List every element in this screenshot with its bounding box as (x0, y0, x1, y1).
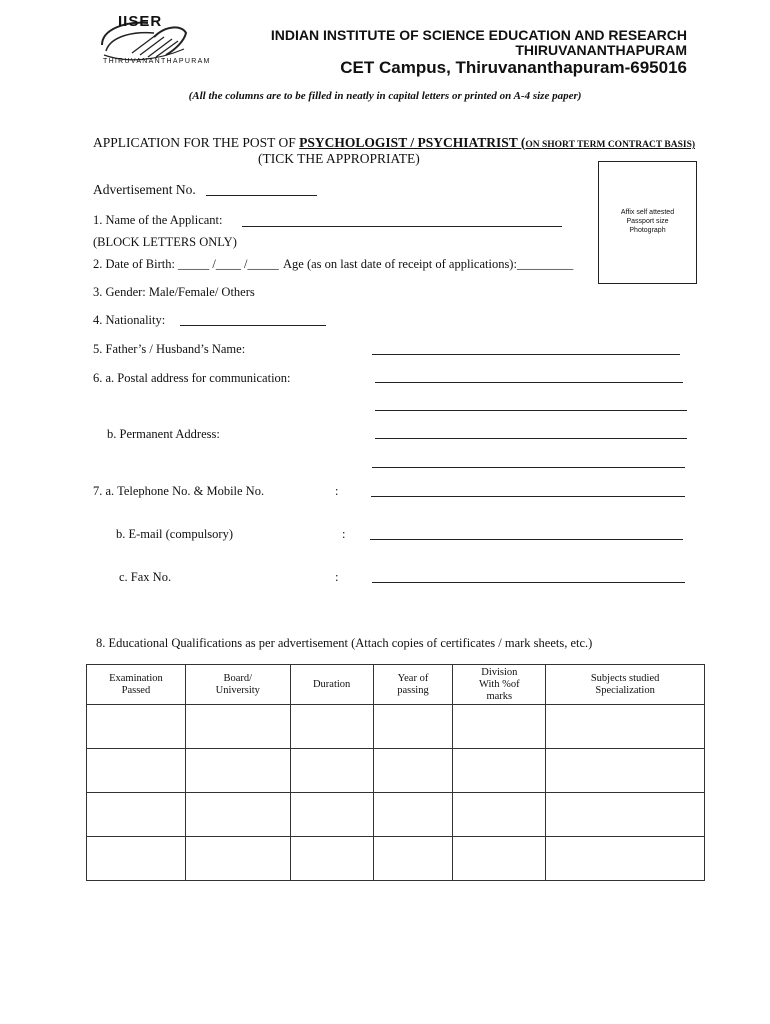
education-heading: 8. Educational Qualifications as per advertisement (Attach copies of certificates / mark sheets, etc.) (96, 636, 593, 650)
table-row (87, 793, 705, 837)
photo-line-2: Passport size (626, 218, 669, 225)
table-cell[interactable] (373, 837, 453, 881)
permanent-address-line-1[interactable] (375, 438, 687, 439)
name-label: 1. Name of the Applicant: (93, 213, 223, 227)
table-cell[interactable] (373, 749, 453, 793)
table-cell[interactable] (87, 793, 186, 837)
tick-instruction: (TICK THE APPROPRIATE) (258, 151, 420, 166)
telephone-label: 7. a. Telephone No. & Mobile No. (93, 484, 265, 498)
nationality-line[interactable] (180, 325, 326, 326)
table-cell[interactable] (185, 749, 290, 793)
dob-label: 2. Date of Birth: _____ /____ /_____ (93, 257, 279, 271)
table-cell[interactable] (87, 837, 186, 881)
telephone-colon: : (335, 484, 339, 498)
col-examination: Examination Passed (87, 665, 186, 705)
institute-city: THIRUVANANTHAPURAM (515, 42, 687, 58)
education-table (86, 664, 705, 881)
col-division: Division With %of marks (453, 665, 546, 705)
nationality-label: 4. Nationality: (93, 313, 166, 327)
table-cell[interactable] (546, 837, 705, 881)
email-colon: : (342, 527, 346, 541)
table-cell[interactable] (87, 749, 186, 793)
table-cell[interactable] (290, 793, 373, 837)
instructions-note: (All the columns are to be filled in neatly in capital letters or printed on A-4 size paper) (188, 90, 582, 102)
table-cell[interactable] (290, 837, 373, 881)
education-header-row (87, 665, 705, 705)
photo-box (598, 161, 697, 284)
advertisement-line[interactable] (206, 195, 317, 196)
logo-subtext: THIRUVANANTHAPURAM (103, 58, 211, 65)
permanent-address-line-2[interactable] (372, 467, 685, 468)
postal-address-line-2[interactable] (375, 410, 687, 411)
col-board: Board/ University (185, 665, 290, 705)
fax-colon: : (335, 570, 339, 584)
col-duration: Duration (290, 665, 373, 705)
permanent-address-label: b. Permanent Address: (107, 427, 220, 441)
table-cell[interactable] (546, 749, 705, 793)
table-row (87, 749, 705, 793)
table-cell[interactable] (290, 749, 373, 793)
institute-name: INDIAN INSTITUTE OF SCIENCE EDUCATION AND RESEARCH (270, 27, 687, 43)
gender-label: 3. Gender: Male/Female/ Others (93, 285, 255, 299)
table-cell[interactable] (290, 705, 373, 749)
father-name-label: 5. Father’s / Husband’s Name: (93, 342, 246, 356)
table-cell[interactable] (546, 793, 705, 837)
col-year: Year of passing (373, 665, 453, 705)
postal-address-line-1[interactable] (375, 382, 683, 383)
table-cell[interactable] (546, 705, 705, 749)
name-line[interactable] (242, 226, 562, 227)
telephone-line[interactable] (371, 496, 685, 497)
fax-line[interactable] (372, 582, 685, 583)
table-cell[interactable] (373, 793, 453, 837)
email-label: b. E-mail (compulsory) (116, 527, 233, 541)
col-subjects: Subjects studied Specialization (546, 665, 705, 705)
father-name-line[interactable] (372, 354, 680, 355)
table-row (87, 837, 705, 881)
advertisement-label: Advertisement No. (93, 182, 196, 197)
logo-text: IISER (118, 13, 163, 30)
table-cell[interactable] (185, 793, 290, 837)
campus-address: CET Campus, Thiruvananthapuram-695016 (340, 58, 687, 77)
table-cell[interactable] (453, 837, 546, 881)
table-cell[interactable] (453, 793, 546, 837)
table-cell[interactable] (373, 705, 453, 749)
table-cell[interactable] (185, 837, 290, 881)
application-title (93, 135, 695, 151)
title-basis: ON SHORT TERM CONTRACT BASIS) (525, 140, 696, 150)
table-cell[interactable] (453, 749, 546, 793)
title-prefix: APPLICATION FOR THE POST OF (93, 135, 300, 150)
email-line[interactable] (370, 539, 683, 540)
table-row (87, 705, 705, 749)
photo-line-1: Affix self attested (620, 209, 675, 216)
age-label: Age (as on last date of receipt of applications):_________ (283, 257, 574, 271)
table-cell[interactable] (87, 705, 186, 749)
postal-address-label: 6. a. Postal address for communication: (93, 371, 291, 385)
table-cell[interactable] (185, 705, 290, 749)
title-post: PSYCHOLOGIST / PSYCHIATRIST ( (299, 135, 526, 150)
table-cell[interactable] (453, 705, 546, 749)
fax-label: c. Fax No. (119, 570, 172, 584)
photo-line-3: Photograph (629, 227, 666, 234)
block-letters-note: (BLOCK LETTERS ONLY) (93, 235, 237, 249)
